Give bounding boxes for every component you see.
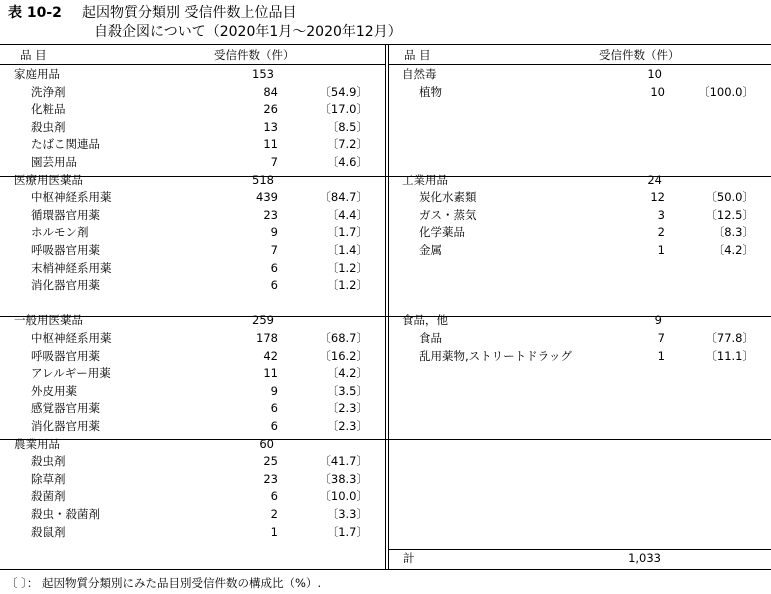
subcategory-name: 炭化水素類 [419,190,477,205]
percent-value: 〔68.7〕 [319,331,368,345]
percent-value: 〔4.2〕 [326,366,368,381]
count-value: 518 [252,172,274,187]
category-name: 自然毒 [402,67,437,81]
count-value: 60 [259,436,274,451]
subcategory-name: 呼吸器官用薬 [31,348,100,363]
count-value: 6 [270,401,278,416]
count-value: 153 [252,67,274,81]
percent-value: 〔17.0〕 [319,102,368,117]
count-value: 2 [657,225,665,240]
subcategory-name: 洗浄剤 [31,84,66,99]
total-row [389,550,771,567]
count-value: 24 [647,172,662,187]
percent-value: 〔16.2〕 [319,348,368,363]
subcategory-name: たばこ関連品 [31,137,100,152]
left-header-row [0,47,385,64]
category-name: 家庭用品 [14,67,60,81]
subcategory-name: 外皮用薬 [31,383,77,398]
right-header-item: 品 目 [404,48,431,62]
percent-value: 〔4.4〕 [326,207,368,222]
percent-value: 〔4.6〕 [326,155,368,169]
percent-value: 〔4.2〕 [712,243,754,257]
count-value: 42 [263,348,278,363]
count-value: 11 [263,366,278,381]
count-value: 10 [650,84,665,99]
percent-value: 〔11.1〕 [705,348,754,363]
subcategory-name: 園芸用品 [31,155,77,169]
count-value: 25 [263,454,278,469]
title-sub: 自殺企図について（2020年1月～2020年12月） [94,24,402,40]
count-value: 7 [270,155,278,169]
count-value: 178 [256,331,278,345]
percent-value: 〔100.0〕 [698,84,754,99]
count-value: 7 [657,331,665,345]
footnote: 〔 〕： 起因物質分類別にみた品目別受信件数の構成比（%）. [6,576,322,590]
count-value: 3 [657,207,665,222]
count-value: 1 [270,524,278,539]
count-value: 26 [263,102,278,117]
percent-value: 〔38.3〕 [319,471,368,486]
percent-value: 〔8.3〕 [712,225,754,240]
subcategory-name: 消化器官用薬 [31,278,100,293]
percent-value: 〔54.9〕 [319,84,368,99]
count-value: 7 [270,243,278,257]
count-value: 6 [270,278,278,293]
category-name: 一般用医薬品 [14,313,83,328]
subcategory-name: 消化器官用薬 [31,419,100,433]
total-label: 計 [403,551,415,565]
title-line-1 [8,4,297,22]
right-header-underline [389,64,771,65]
percent-value: 〔7.2〕 [326,137,368,152]
subcategory-name: 植物 [419,84,442,99]
subcategory-name: 中枢神経系用薬 [31,331,112,345]
count-value: 9 [270,225,278,240]
subcategory-name: 化学薬品 [419,225,465,240]
percent-value: 〔10.0〕 [319,489,368,504]
count-value: 12 [650,190,665,205]
group-separator-1 [0,176,771,177]
count-value: 6 [270,260,278,275]
count-value: 9 [270,383,278,398]
right-header-row [389,47,771,64]
subcategory-name: ホルモン剤 [31,225,89,240]
category-name: 医療用医薬品 [14,172,83,187]
subcategory-name: 循環器官用薬 [31,207,100,222]
percent-value: 〔3.3〕 [326,507,368,521]
total-count: 1,033 [628,551,661,565]
subcategory-name: 殺虫・殺菌剤 [31,507,100,521]
percent-value: 〔8.5〕 [326,119,368,134]
subcategory-name: 除草剤 [31,471,66,486]
column-divider-a [385,44,386,570]
data-table [0,44,771,570]
subcategory-name: 食品 [419,331,442,345]
percent-value: 〔1.4〕 [326,243,368,257]
percent-value: 〔41.7〕 [319,454,368,469]
subcategory-name: 中枢神経系用薬 [31,190,112,205]
percent-value: 〔1.7〕 [326,225,368,240]
left-header-item: 品 目 [20,48,47,62]
subcategory-name: 殺虫剤 [31,454,66,469]
subcategory-name: 感覚器官用薬 [31,401,100,416]
count-value: 11 [263,137,278,152]
count-value: 1 [657,243,665,257]
percent-value: 〔1.7〕 [326,524,368,539]
group-separator-2 [0,316,771,317]
category-name: 工業用品 [402,172,448,187]
group-separator-3 [0,439,771,440]
percent-value: 〔50.0〕 [705,190,754,205]
count-value: 2 [270,507,278,521]
count-value: 439 [256,190,278,205]
subcategory-name: 乱用薬物,ストリートドラッグ [419,348,572,363]
left-header-underline [0,64,385,65]
count-value: 84 [263,84,278,99]
percent-value: 〔2.3〕 [326,401,368,416]
subcategory-name: 末梢神経系用薬 [31,260,112,275]
count-value: 13 [263,119,278,134]
subcategory-name: 殺鼠剤 [31,524,66,539]
percent-value: 〔84.7〕 [319,190,368,205]
count-value: 6 [270,489,278,504]
count-value: 10 [647,67,662,81]
subcategory-name: ガス・蒸気 [419,207,477,222]
count-value: 23 [263,471,278,486]
count-value: 9 [654,313,662,328]
percent-value: 〔12.5〕 [705,207,754,222]
subcategory-name: 呼吸器官用薬 [31,243,100,257]
subcategory-name: 化粧品 [31,102,66,117]
category-name: 農業用品 [14,436,60,451]
left-header-count: 受信件数（件） [214,48,295,62]
percent-value: 〔2.3〕 [326,419,368,433]
right-header-count: 受信件数（件） [599,48,680,62]
category-name: 食品，他 [402,313,448,328]
count-value: 1 [657,348,665,363]
percent-value: 〔3.5〕 [326,383,368,398]
column-divider-b [388,44,389,570]
table-number: 表 10-2 [8,5,62,21]
count-value: 6 [270,419,278,433]
count-value: 23 [263,207,278,222]
subcategory-name: 殺虫剤 [31,119,66,134]
percent-value: 〔77.8〕 [705,331,754,345]
subcategory-name: 金属 [419,243,442,257]
percent-value: 〔1.2〕 [326,260,368,275]
count-value: 259 [252,313,274,328]
total-separator [389,549,771,550]
subcategory-name: アレルギー用薬 [31,366,111,381]
title-main: 起因物質分類別 受信件数上位品目 [82,5,297,21]
percent-value: 〔1.2〕 [326,278,368,293]
subcategory-name: 殺菌剤 [31,489,66,504]
